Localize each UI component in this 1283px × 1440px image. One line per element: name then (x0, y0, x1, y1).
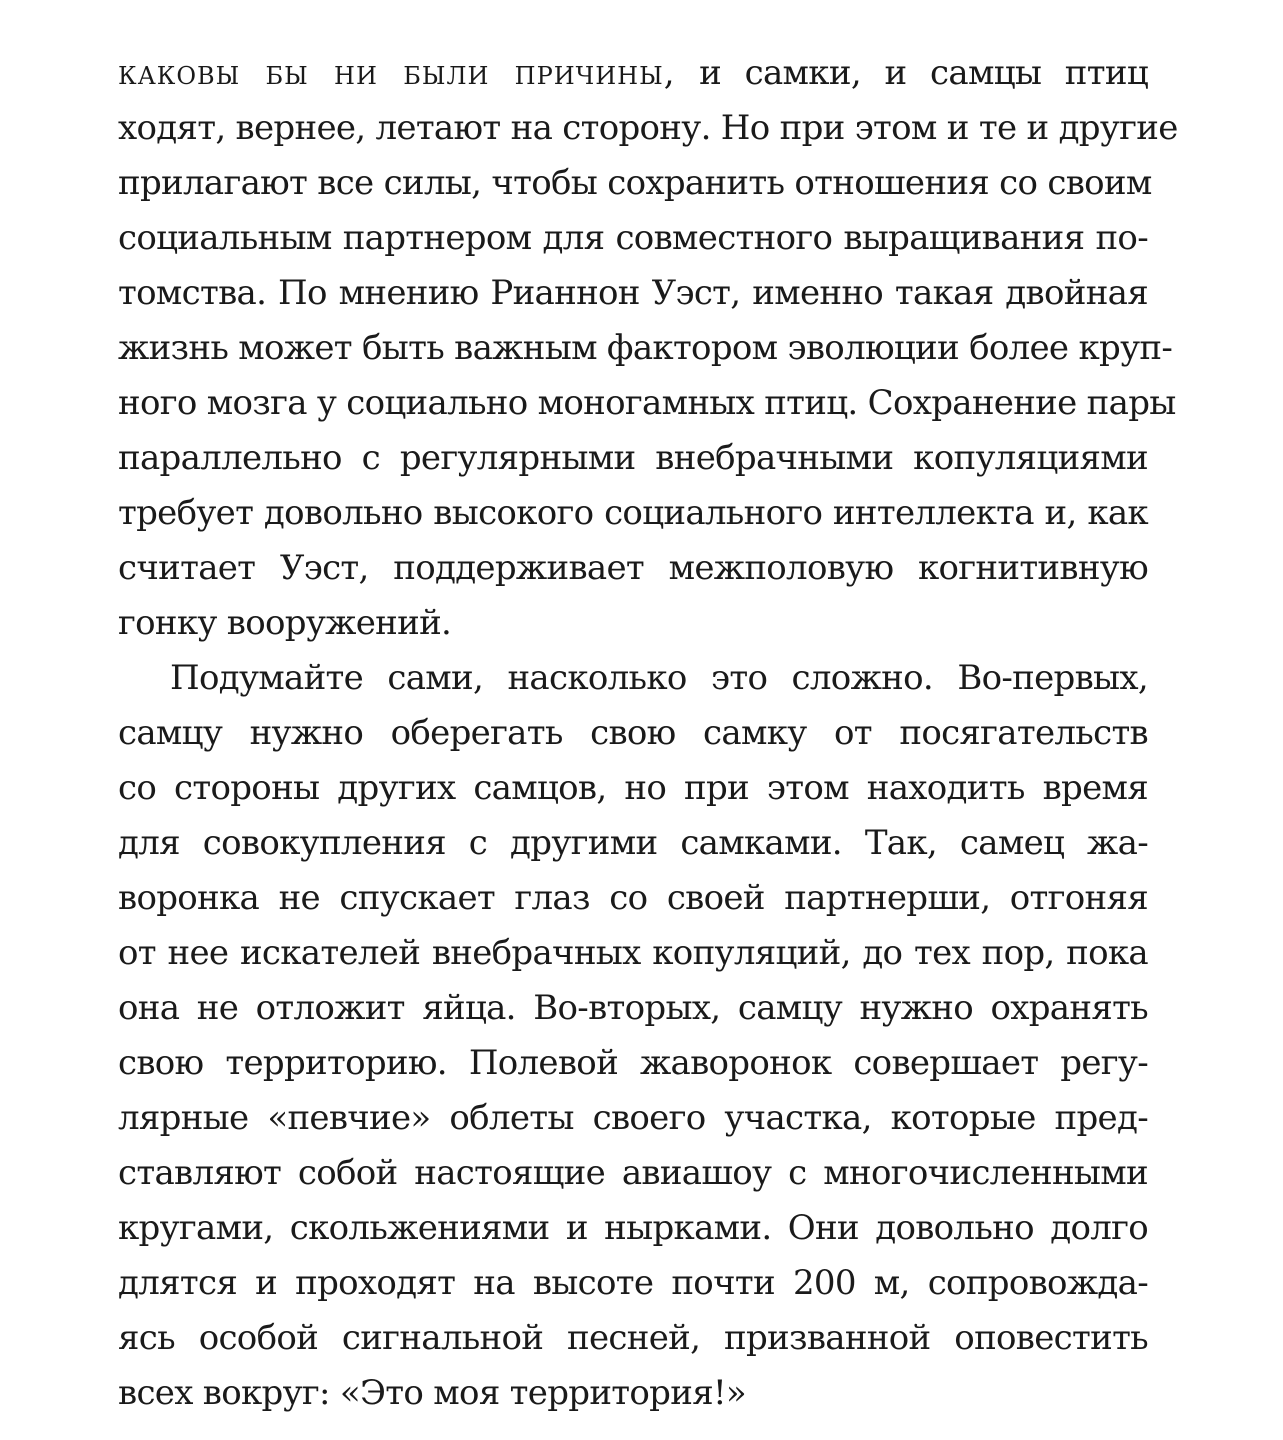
text-line: длятся и проходят на высоте почти 200 м, сопровожда- (118, 1263, 1148, 1303)
paragraph-2 (118, 651, 1148, 1421)
text-line: томства. По мнению Рианнон Уэст, именно такая двойная (118, 273, 1148, 313)
text-line: социальным партнером для совместного выращивания по- (118, 218, 1148, 258)
paragraph-1 (118, 46, 1178, 651)
text-line: параллельно с регулярными внебрачными копуляциями (118, 438, 1148, 478)
text-line: требует довольно высокого социального интеллекта и, как (118, 493, 1148, 533)
text-line-rest: и самки, и самцы птиц (675, 53, 1149, 93)
text-line: считает Уэст, поддерживает межполовую когнитивную (118, 548, 1148, 588)
text-line: Подумайте сами, насколько это сложно. Во-первых, (170, 658, 1148, 698)
text-line: прилагают все силы, чтобы сохранить отношения со своим (118, 163, 1152, 203)
text-line: она не отложит яйца. Во-вторых, самцу нужно охранять (118, 988, 1148, 1028)
text-line (118, 46, 1148, 101)
text-line: самцу нужно оберегать свою самку от посягательств (118, 713, 1148, 753)
text-line: для совокупления с другими самками. Так, самец жа- (118, 823, 1148, 863)
text-line: кругами, скольжениями и нырками. Они довольно долго (118, 1208, 1148, 1248)
text-line: лярные «певчие» облеты своего участка, которые пред- (118, 1098, 1148, 1138)
text-line: воронка не спускает глаз со своей партнерши, отгоняя (118, 878, 1148, 918)
text-line: свою территорию. Полевой жаворонок совершает регу- (118, 1043, 1148, 1083)
text-line: ставляют собой настоящие авиашоу с многочисленными (118, 1153, 1148, 1193)
text-line: ходят, вернее, летают на сторону. Но при этом и те и другие (118, 108, 1178, 148)
lead-in-smallcaps: каковы бы ни были причины, (118, 53, 676, 93)
text-line: ясь особой сигнальной песней, призванной оповестить (118, 1318, 1148, 1358)
text-line: от нее искателей внебрачных копуляций, до тех пор, пока (118, 933, 1148, 973)
text-line: жизнь может быть важным фактором эволюции более круп- (118, 328, 1173, 368)
text-line: всех вокруг: «Это моя территория!» (118, 1373, 747, 1413)
text-line: гонку вооружений. (118, 603, 452, 643)
text-line: ного мозга у социально моногамных птиц. Сохранение пары (118, 383, 1176, 423)
book-page (118, 46, 1178, 1421)
text-line: со стороны других самцов, но при этом находить время (118, 768, 1148, 808)
